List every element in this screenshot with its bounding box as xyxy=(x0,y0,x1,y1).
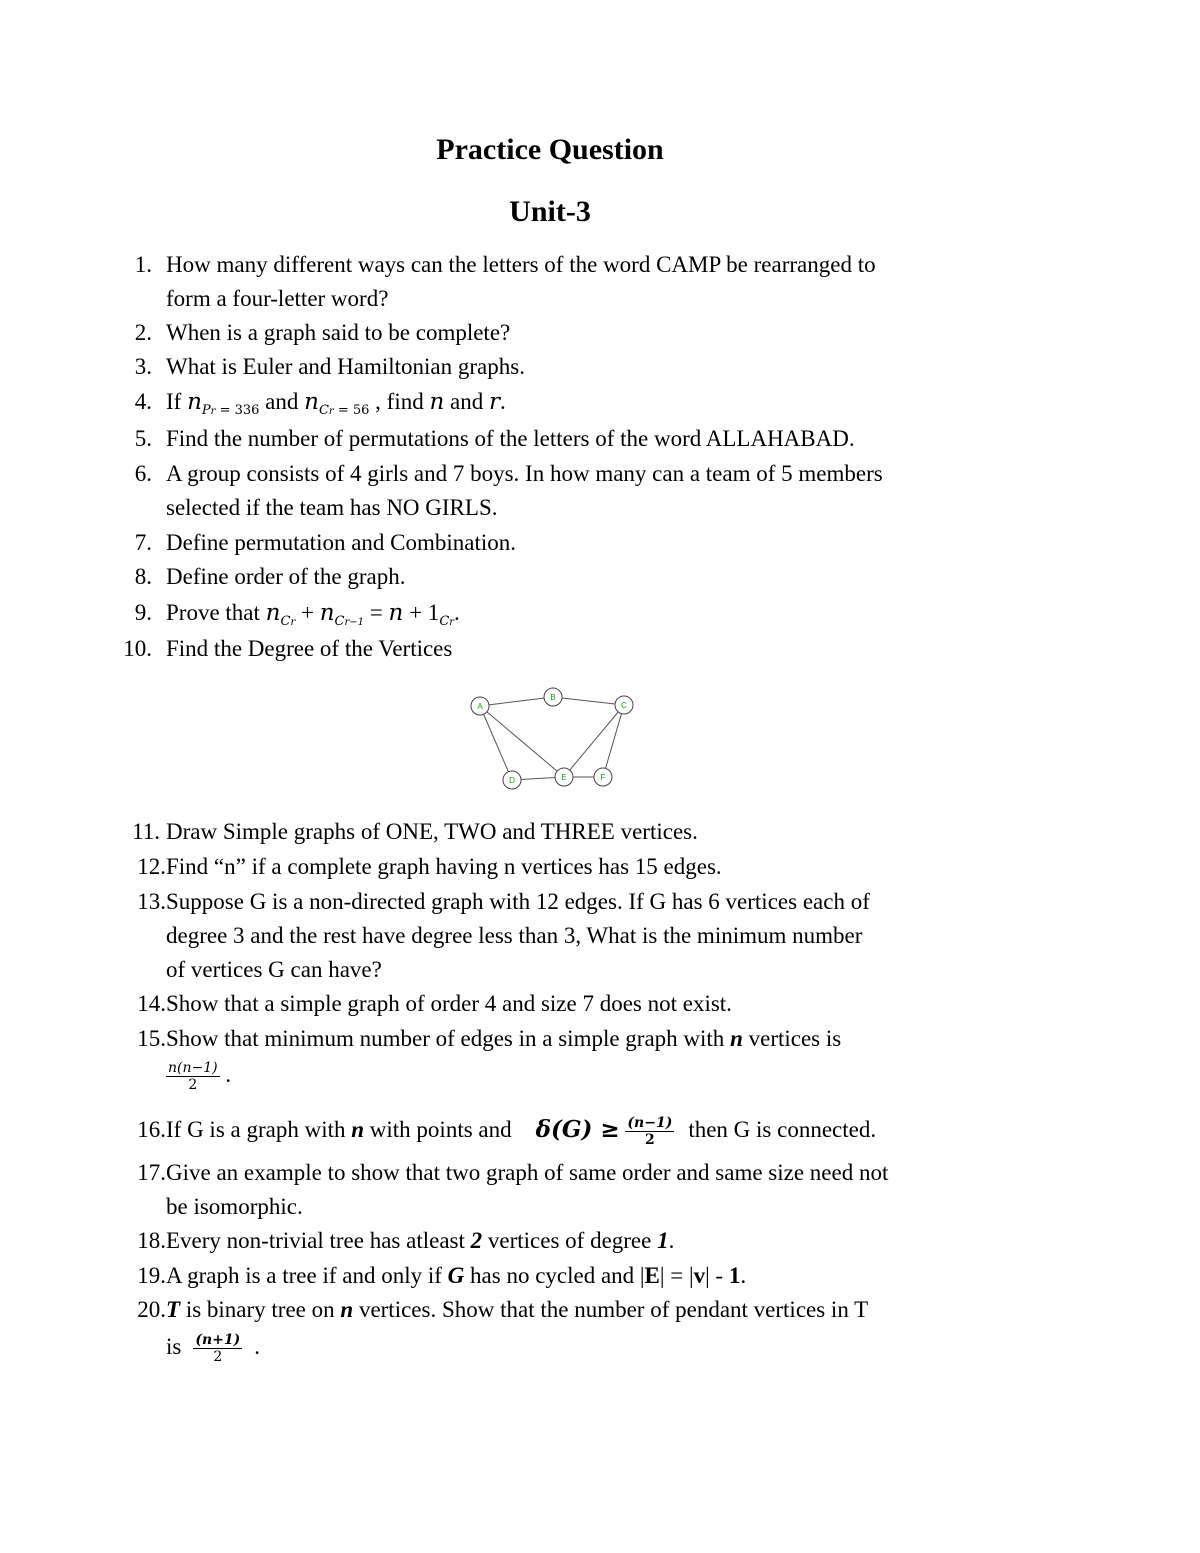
question-fraction xyxy=(166,1330,966,1365)
question-number: 7. xyxy=(134,530,152,555)
question-text: How many different ways can the letters of the word CAMP be rearranged to xyxy=(166,252,876,277)
subscript xyxy=(439,614,454,629)
question-text: When is a graph said to be complete? xyxy=(166,320,511,345)
vertex-label: B xyxy=(550,693,556,702)
edge-a-b xyxy=(480,697,553,706)
vertex-label: D xyxy=(509,776,515,785)
graph-vertex-b xyxy=(544,688,562,706)
math-n: n xyxy=(429,389,445,415)
subscript xyxy=(335,614,364,629)
question-number: 2. xyxy=(134,320,152,345)
question-text: degree 3 and the rest have degree less than 3, What is the minimum number xyxy=(166,923,863,948)
text-mid: has no cycled and | xyxy=(464,1263,645,1288)
text-pre: A graph is a tree if and only if xyxy=(166,1263,448,1288)
sub-eq: = 336 xyxy=(215,403,260,418)
question-text: A group consists of 4 girls and 7 boys. In how many can a team of 5 members xyxy=(166,461,883,486)
question-number: 4. xyxy=(134,389,152,414)
text-find: , find xyxy=(369,389,430,414)
question-text: be isomorphic. xyxy=(166,1194,303,1219)
question-number: 11. xyxy=(132,819,160,844)
sub-eq: = 56 xyxy=(333,403,370,418)
question-number: 8. xyxy=(134,564,152,589)
sub-c: C xyxy=(280,614,291,629)
edge-c-f xyxy=(603,705,624,777)
question-number: 10. xyxy=(123,636,152,661)
question-number: 9. xyxy=(134,600,152,625)
text-end: . xyxy=(454,600,460,625)
question-text: form a four-letter word? xyxy=(166,286,389,311)
graph-vertex-f xyxy=(594,768,612,786)
edge-a-d xyxy=(480,706,512,780)
sub-r: r xyxy=(290,617,296,628)
fraction xyxy=(625,1115,674,1148)
math-v: v xyxy=(693,1263,706,1288)
question-text: of vertices G can have? xyxy=(166,957,382,982)
question-text: Find the number of permutations of the letters of the word ALLAHABAD. xyxy=(166,426,855,451)
sub-r: r xyxy=(449,617,455,628)
text-pre: Show that minimum number of edges in a simple graph with xyxy=(166,1026,731,1051)
sub-r: r xyxy=(210,406,216,417)
question-text: Show that a simple graph of order 4 and size 7 does not exist. xyxy=(166,991,732,1016)
text-if: If xyxy=(166,389,182,414)
question-text: Define order of the graph. xyxy=(166,564,406,589)
graph-figure xyxy=(460,680,650,800)
vertex-label: C xyxy=(621,701,627,710)
text-end: . xyxy=(500,389,506,414)
question-text xyxy=(166,1113,966,1148)
subscript xyxy=(319,403,369,418)
text-prove: Prove that xyxy=(166,600,266,625)
text-pre: Every non-trivial tree has atleast xyxy=(166,1228,471,1253)
math-one: 1 xyxy=(657,1228,669,1253)
text-post: vertices. Show that the number of pendant vertices in T xyxy=(353,1297,869,1322)
text-post: vertices is xyxy=(742,1026,842,1051)
math-n: n xyxy=(730,1026,743,1051)
sub-p: P xyxy=(201,403,211,418)
sub-r-1: r−1 xyxy=(344,617,365,628)
text-end: . xyxy=(668,1228,675,1253)
text-mid: vertices of degree xyxy=(482,1228,658,1253)
question-number: 13. xyxy=(137,889,166,914)
text-mid: | - xyxy=(705,1263,729,1288)
vertex-label: E xyxy=(561,773,567,782)
question-number: 16. xyxy=(137,1117,166,1142)
edge-a-e xyxy=(480,706,564,777)
graph-vertex-e xyxy=(555,768,573,786)
math-n: n xyxy=(187,389,202,415)
question-text: Find the Degree of the Vertices xyxy=(166,636,453,661)
fraction-top: n(n−1) xyxy=(168,1060,218,1077)
page-title: Practice Question xyxy=(436,133,664,166)
question-text xyxy=(166,1259,966,1293)
question-number: 12. xyxy=(137,854,166,879)
text-is: is xyxy=(166,1334,182,1359)
math-n: n xyxy=(388,600,404,626)
question-number: 6. xyxy=(134,461,152,486)
fraction-top: (n−1) xyxy=(627,1115,673,1132)
math-one: 1 xyxy=(728,1263,741,1288)
question-number: 1. xyxy=(134,252,152,277)
question-text: What is Euler and Hamiltonian graphs. xyxy=(166,354,525,379)
math-plus-one: + 1 xyxy=(403,600,440,625)
sub-c: C xyxy=(439,614,450,629)
question-number: 20. xyxy=(137,1297,166,1322)
question-text: Find “n” if a complete graph having n vertices has 15 edges. xyxy=(166,854,722,879)
math-t: T xyxy=(166,1297,181,1322)
question-fraction xyxy=(166,1058,966,1093)
text-and: and xyxy=(444,389,490,414)
question-text xyxy=(166,1022,966,1056)
fraction-bottom: 2 xyxy=(188,1077,198,1094)
text-pre: If G is a graph with xyxy=(166,1117,352,1142)
question-number: 14. xyxy=(137,991,166,1016)
math-plus: + xyxy=(295,600,320,625)
question-number: 3. xyxy=(134,354,152,379)
graph-vertex-c xyxy=(615,696,633,714)
unit-title: Unit-3 xyxy=(509,195,591,228)
math-delta: δ(G) ≥ xyxy=(535,1116,620,1143)
sub-c: C xyxy=(334,614,345,629)
text-end: . xyxy=(740,1263,747,1288)
math-n: n xyxy=(340,1297,354,1322)
math-r: r xyxy=(489,389,501,415)
math-g: G xyxy=(447,1263,465,1288)
subscript xyxy=(280,614,295,629)
math-n: n xyxy=(304,389,319,415)
fraction-bottom: 2 xyxy=(213,1349,223,1366)
graph-vertex-a xyxy=(471,697,489,715)
question-text: Define permutation and Combination. xyxy=(166,530,517,555)
question-number: 17. xyxy=(137,1160,166,1185)
fraction-top: (n+1) xyxy=(195,1332,241,1349)
question-text: Give an example to show that two graph of same order and same size need not xyxy=(166,1160,889,1185)
vertex-label: F xyxy=(600,773,606,782)
math-n: n xyxy=(319,600,335,626)
text-post: then G is connected. xyxy=(688,1117,877,1142)
fraction xyxy=(193,1332,242,1365)
math-n: n xyxy=(351,1117,365,1142)
question-number: 15. xyxy=(137,1026,166,1051)
vertex-label: A xyxy=(477,702,483,711)
sub-c: C xyxy=(318,403,329,418)
text-end: . xyxy=(225,1062,232,1087)
fraction-bottom: 2 xyxy=(645,1132,655,1149)
question-number: 19. xyxy=(137,1263,166,1288)
subscript xyxy=(202,403,260,418)
question-number: 5. xyxy=(134,426,152,451)
edge-b-c xyxy=(553,697,624,705)
question-text xyxy=(166,1293,966,1327)
text-pre: is binary tree on xyxy=(180,1297,341,1322)
text-end: . xyxy=(254,1334,260,1359)
graph-vertex-d xyxy=(503,771,521,789)
math-e: E xyxy=(644,1263,660,1288)
sub-r: r xyxy=(328,406,334,417)
math-two: 2 xyxy=(470,1228,483,1253)
question-text: Suppose G is a non-directed graph with 12 edges. If G has 6 vertices each of xyxy=(166,889,870,914)
text-and: and xyxy=(259,389,305,414)
math-eq: = xyxy=(364,600,389,625)
question-text xyxy=(166,1224,966,1258)
question-text: selected if the team has NO GIRLS. xyxy=(166,495,498,520)
math-n: n xyxy=(265,600,281,626)
question-text: Draw Simple graphs of ONE, TWO and THREE vertices. xyxy=(166,819,698,844)
edge-c-e xyxy=(564,705,624,777)
question-number: 18. xyxy=(137,1228,166,1253)
text-mid: | = | xyxy=(659,1263,694,1288)
fraction xyxy=(166,1060,220,1093)
text-mid: with points and xyxy=(364,1117,512,1142)
